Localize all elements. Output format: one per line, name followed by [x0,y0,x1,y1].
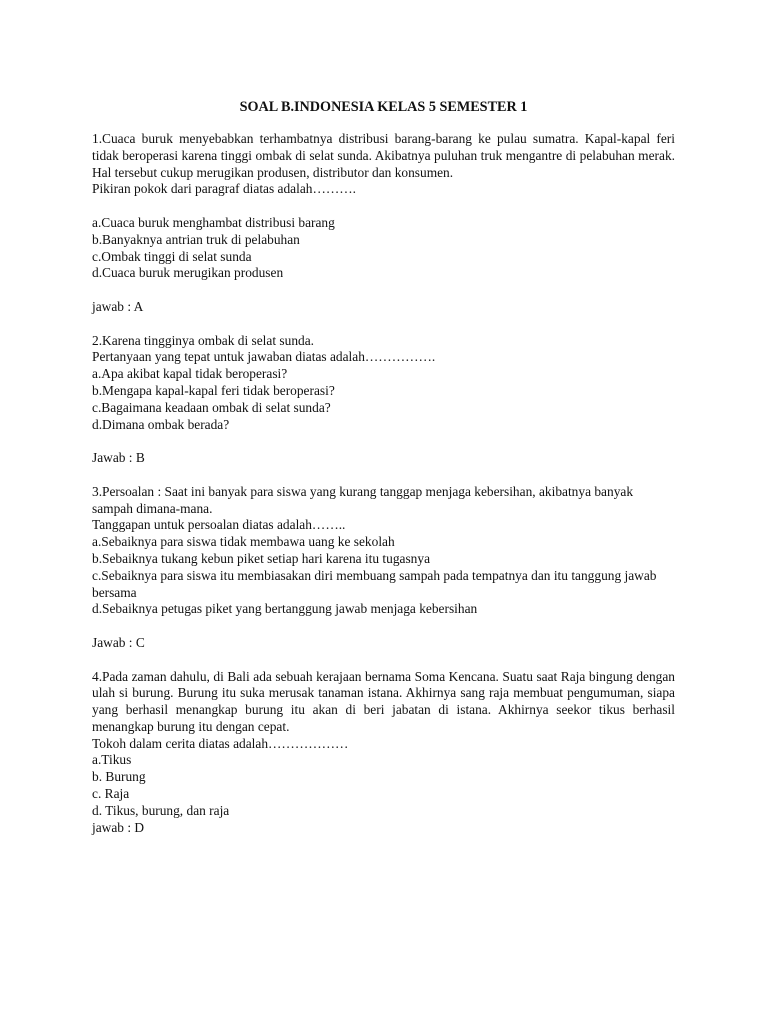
question-3 [92,484,675,652]
question-1-answer: jawab : A [92,298,144,314]
question-2-option-d: d.Dimana ombak berada? [92,416,230,432]
question-1-option-a: a.Cuaca buruk menghambat distribusi barang [92,214,335,230]
question-4-option-a: a.Tikus [92,752,132,768]
question-3-option-a: a.Sebaiknya para siswa tidak membawa uang ke sekolah [92,534,395,550]
question-1 [92,131,675,316]
question-2-option-c: c.Bagaimana keadaan ombak di selat sunda? [92,399,331,415]
question-3-text: 3.Persoalan : Saat ini banyak para siswa yang kurang tanggap menjaga kebersihan, akibatnya banyak sampah dimana-mana. [92,483,634,516]
question-4-option-d: d. Tikus, burung, dan raja [92,802,230,818]
question-4-option-c: c. Raja [92,786,130,802]
question-2-text: 2.Karena tingginya ombak di selat sunda. [92,332,315,348]
question-3-answer: Jawab : C [92,634,145,650]
question-3-option-b: b.Sebaiknya tukang kebun piket setiap hari karena itu tugasnya [92,550,431,566]
question-4-answer: jawab : D [92,819,145,835]
question-2-option-a: a.Apa akibat kapal tidak beroperasi? [92,366,288,382]
question-3-option-c: c.Sebaiknya para siswa itu membiasakan diri membuang sampah pada tempatnya dan itu tanggung jawab bersama [92,567,657,600]
question-4-prompt: Tokoh dalam cerita diatas adalah……………… [92,735,349,751]
question-4-option-b: b. Burung [92,769,146,785]
worksheet-page [92,98,675,836]
question-1-option-b: b.Banyaknya antrian truk di pelabuhan [92,231,300,247]
question-1-option-c: c.Ombak tinggi di selat sunda [92,248,252,264]
question-4-text: 4.Pada zaman dahulu, di Bali ada sebuah kerajaan bernama Soma Kencana. Suatu saat Raja bingung dengan ulah si burung. Burung itu suka merusak tanaman istana. Akhirnya sang raja membuat pengumuman, siapa yang berhasil menangkap burung itu akan di beri jabatan di istana. Akhirnya seekor tikus berhasil menangkap burung itu dengan cepat. [92,668,675,734]
question-2 [92,333,675,467]
question-3-option-d: d.Sebaiknya petugas piket yang bertanggung jawab menjaga kebersihan [92,601,478,617]
question-4 [92,669,675,837]
question-2-prompt: Pertanyaan yang tepat untuk jawaban diatas adalah……………. [92,349,436,365]
question-2-answer: Jawab : B [92,450,145,466]
question-3-prompt: Tanggapan untuk persoalan diatas adalah…….. [92,517,346,533]
question-1-prompt: Pikiran pokok dari paragraf diatas adalah………. [92,181,357,197]
page-title: SOAL B.INDONESIA KELAS 5 SEMESTER 1 [239,99,528,115]
question-1-text: 1.Cuaca buruk menyebabkan terhambatnya distribusi barang-barang ke pulau sumatra. Kapal-kapal feri tidak beroperasi karena tinggi ombak di selat sunda. Akibatnya puluhan truk mengantre di pelabuhan merak. Hal tersebut cukup merugikan produsen, distributor dan konsumen. [92,131,675,180]
question-1-option-d: d.Cuaca buruk merugikan produsen [92,265,284,281]
question-2-option-b: b.Mengapa kapal-kapal feri tidak beroperasi? [92,382,335,398]
